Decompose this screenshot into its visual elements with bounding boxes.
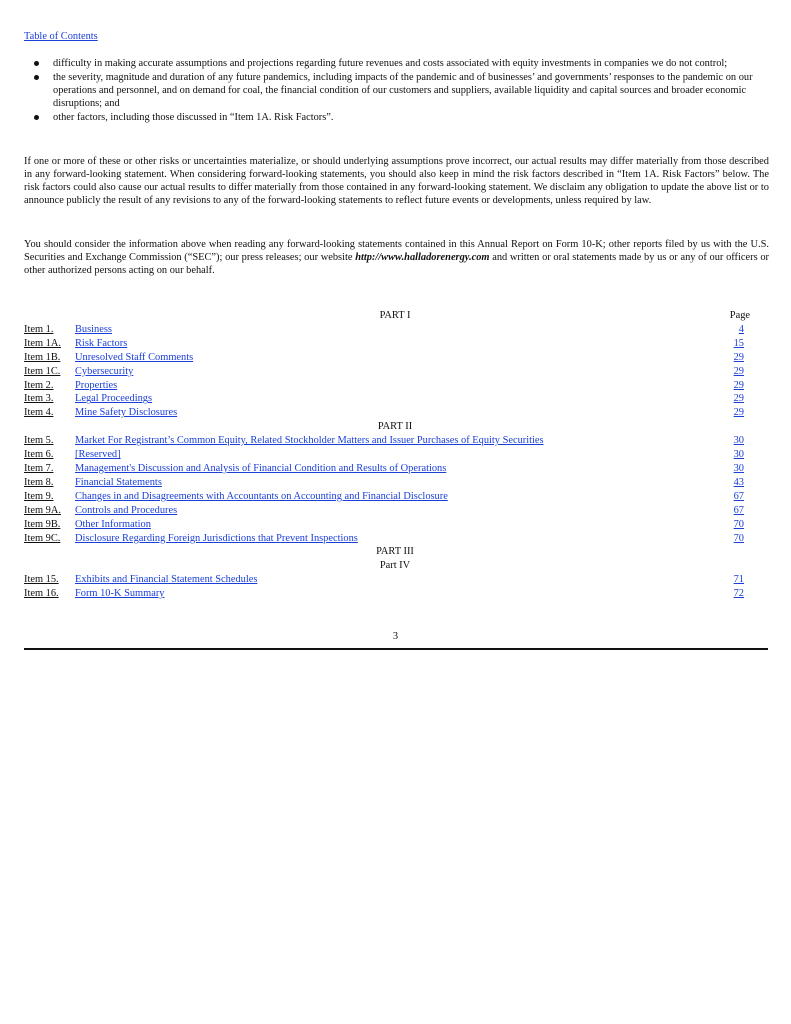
blank-cell [715, 420, 768, 434]
toc-row [24, 490, 768, 504]
bullet-item: the severity, magnitude and duration of any future pandemics, including impacts of the pandemic and of businesses’ and governments’ responses to the pandemic on our operations and personnel, and on demand for coal, the financial condition of our customers and suppliers, available liquidity and capital sources and broader economic disruptions; and [24, 71, 769, 110]
toc-item-title-link[interactable]: Financial Statements [75, 476, 162, 488]
toc-item-title-cell [75, 518, 715, 532]
toc-page-link[interactable]: 29 [733, 407, 744, 419]
part4-items [24, 573, 768, 601]
risk-bullet-list [24, 57, 769, 125]
toc-item-title-cell [75, 490, 715, 504]
toc-page-link[interactable]: 29 [733, 379, 744, 391]
toc-page-cell [715, 434, 768, 448]
toc-item-number: Item 15. [24, 574, 59, 586]
toc-page-link[interactable]: 29 [733, 393, 744, 405]
toc-page-cell [715, 573, 768, 587]
toc-item-title-cell [75, 448, 715, 462]
toc-row [24, 573, 768, 587]
table-of-contents-link[interactable]: Table of Contents [24, 31, 98, 42]
toc-page-cell [715, 365, 768, 379]
toc-item-number: Item 3. [24, 393, 54, 405]
toc-row [24, 323, 768, 337]
toc-item-number: Item 6. [24, 449, 54, 461]
toc-page-link[interactable]: 67 [733, 504, 744, 516]
toc-row [24, 365, 768, 379]
toc-page-link[interactable]: 30 [733, 449, 744, 461]
part1-items [24, 323, 768, 420]
toc-row [24, 379, 768, 393]
information-paragraph [24, 238, 769, 277]
toc-item-title-link[interactable]: Legal Proceedings [75, 393, 153, 405]
part-heading: PART II [377, 421, 413, 433]
forward-looking-paragraph: If one or more of these or other risks or uncertainties materialize, or should underlying assumptions prove incorrect, our actual results may differ materially from those described in any forward-looking statement. When considering forward-looking statements, you should also keep in mind the risk factors described in “Item 1A. Risk Factors” below. The risk factors could also cause our actual results to differ materially from those contained in any forward-looking statement. We disclaim any obligation to update the above list or to announce publicly the result of any revisions to any of the forward-looking statements to reflect future events or developments, unless required by law. [24, 156, 769, 206]
blank-cell [24, 559, 75, 573]
toc-item-title-link[interactable]: Unresolved Staff Comments [75, 351, 194, 363]
toc-item-number: Item 1C. [24, 365, 61, 377]
toc-item-number: Item 16. [24, 588, 59, 600]
toc-item-number: Item 1. [24, 323, 54, 335]
toc-row [24, 462, 768, 476]
toc-item-title-link[interactable]: [Reserved] [75, 449, 121, 461]
toc-page-cell [715, 490, 768, 504]
toc-item-title-link[interactable]: Risk Factors [75, 337, 128, 349]
toc-page-link[interactable]: 15 [733, 337, 744, 349]
toc-page-cell [715, 351, 768, 365]
toc-item-title-cell [75, 587, 715, 601]
toc-page-cell [715, 462, 768, 476]
bullet-item: other factors, including those discussed in “Item 1A. Risk Factors”. [24, 111, 769, 124]
toc-row [24, 518, 768, 532]
toc-page-cell [715, 532, 768, 546]
table-of-contents [24, 309, 768, 601]
toc-page-cell [715, 379, 768, 393]
part-header-row [24, 545, 768, 559]
toc-item-title-cell [75, 365, 715, 379]
toc-item-title-cell [75, 392, 715, 406]
toc-item-title-link[interactable]: Form 10-K Summary [75, 588, 165, 600]
toc-item-number: Item 5. [24, 435, 54, 447]
toc-page-link[interactable]: 72 [733, 588, 744, 600]
toc-item-title-link[interactable]: Disclosure Regarding Foreign Jurisdictions that Prevent Inspections [75, 532, 358, 544]
paragraph-text-before: You should consider the information above when reading any forward-looking statements contained in this Annual Report on Form 10-K; other reports filed by us with the U.S. Securities and Exchange Commission (“SEC”); our press releases; our website [24, 239, 769, 263]
toc-row [24, 504, 768, 518]
toc-item-title-link[interactable]: Management's Discussion and Analysis of Financial Condition and Results of Operations [75, 462, 447, 474]
toc-page-link[interactable]: 30 [733, 462, 744, 474]
toc-page-cell [715, 337, 768, 351]
website-url: http://www.halladorenergy.com [355, 252, 490, 263]
toc-row [24, 434, 768, 448]
toc-item-title-link[interactable]: Other Information [75, 518, 151, 530]
toc-item-title-link[interactable]: Exhibits and Financial Statement Schedules [75, 574, 258, 586]
toc-item-title-link[interactable]: Cybersecurity [75, 365, 134, 377]
part-heading: PART III [376, 546, 414, 558]
toc-item-title-cell [75, 532, 715, 546]
toc-item-number: Item 9A. [24, 504, 61, 516]
toc-row [24, 351, 768, 365]
toc-item-number: Item 9C. [24, 532, 61, 544]
toc-item-title-cell [75, 476, 715, 490]
part2-items [24, 434, 768, 545]
toc-item-title-cell [75, 462, 715, 476]
toc-item-title-link[interactable]: Controls and Procedures [75, 504, 178, 516]
toc-item-number: Item 8. [24, 476, 54, 488]
toc-item-title-cell [75, 351, 715, 365]
toc-row [24, 337, 768, 351]
part-header-row [24, 309, 768, 323]
toc-page-cell [715, 392, 768, 406]
toc-item-title-link[interactable]: Business [75, 323, 112, 335]
toc-page-link[interactable]: 30 [733, 435, 744, 447]
toc-row [24, 587, 768, 601]
toc-page-cell [715, 587, 768, 601]
page-number: 3 [392, 631, 399, 642]
toc-page-link[interactable]: 70 [733, 532, 744, 544]
part-header-row [24, 420, 768, 434]
page-column-header: Page [729, 310, 750, 321]
toc-page-link[interactable]: 43 [733, 476, 744, 488]
toc-page-link[interactable]: 4 [738, 323, 744, 335]
toc-page-cell [715, 448, 768, 462]
toc-item-number: Item 1B. [24, 351, 61, 363]
toc-item-number: Item 9. [24, 490, 54, 502]
toc-item-title-link[interactable]: Properties [75, 379, 118, 391]
toc-row [24, 448, 768, 462]
toc-page-link[interactable]: 71 [733, 574, 744, 586]
blank-cell [715, 545, 768, 559]
toc-page-link[interactable]: 29 [733, 365, 744, 377]
blank-cell [715, 559, 768, 573]
blank-cell [24, 309, 75, 323]
toc-item-title-cell [75, 379, 715, 393]
toc-item-number: Item 4. [24, 407, 54, 419]
blank-cell [24, 420, 75, 434]
toc-row [24, 532, 768, 546]
toc-item-title-cell [75, 406, 715, 420]
toc-page-cell [715, 504, 768, 518]
toc-item-number: Item 9B. [24, 518, 61, 530]
toc-page-link[interactable]: 29 [733, 351, 744, 363]
part-heading: Part IV [379, 560, 411, 572]
toc-item-title-cell [75, 573, 715, 587]
toc-item-number: Item 7. [24, 462, 54, 474]
toc-item-number: Item 2. [24, 379, 54, 391]
toc-page-cell [715, 323, 768, 337]
toc-item-title-link[interactable]: Mine Safety Disclosures [75, 407, 178, 419]
toc-page-link[interactable]: 67 [733, 490, 744, 502]
toc-item-title-cell [75, 323, 715, 337]
toc-item-title-link[interactable]: Market For Registrant’s Common Equity, Related Stockholder Matters and Issuer Purchases of Equity Securities [75, 435, 544, 447]
toc-item-title-link[interactable]: Changes in and Disagreements with Accountants on Accounting and Financial Disclosure [75, 490, 448, 502]
toc-page-link[interactable]: 70 [733, 518, 744, 530]
part-heading: PART I [379, 310, 411, 321]
part-header-row [24, 559, 768, 573]
toc-row [24, 476, 768, 490]
toc-item-number: Item 1A. [24, 337, 61, 349]
toc-page-cell [715, 406, 768, 420]
blank-cell [24, 545, 75, 559]
toc-item-title-cell [75, 337, 715, 351]
toc-row [24, 392, 768, 406]
toc-page-cell [715, 518, 768, 532]
toc-item-title-cell [75, 504, 715, 518]
bullet-item: difficulty in making accurate assumptions and projections regarding future revenues and costs associated with equity investments in companies we do not control; [24, 57, 769, 70]
toc-item-title-cell [75, 434, 715, 448]
toc-row [24, 406, 768, 420]
toc-page-cell [715, 476, 768, 490]
footer-divider [24, 648, 768, 650]
paragraph-text-after: and written or oral statements made by us or any of our officers or other authorized persons acting on our behalf. [24, 252, 769, 276]
